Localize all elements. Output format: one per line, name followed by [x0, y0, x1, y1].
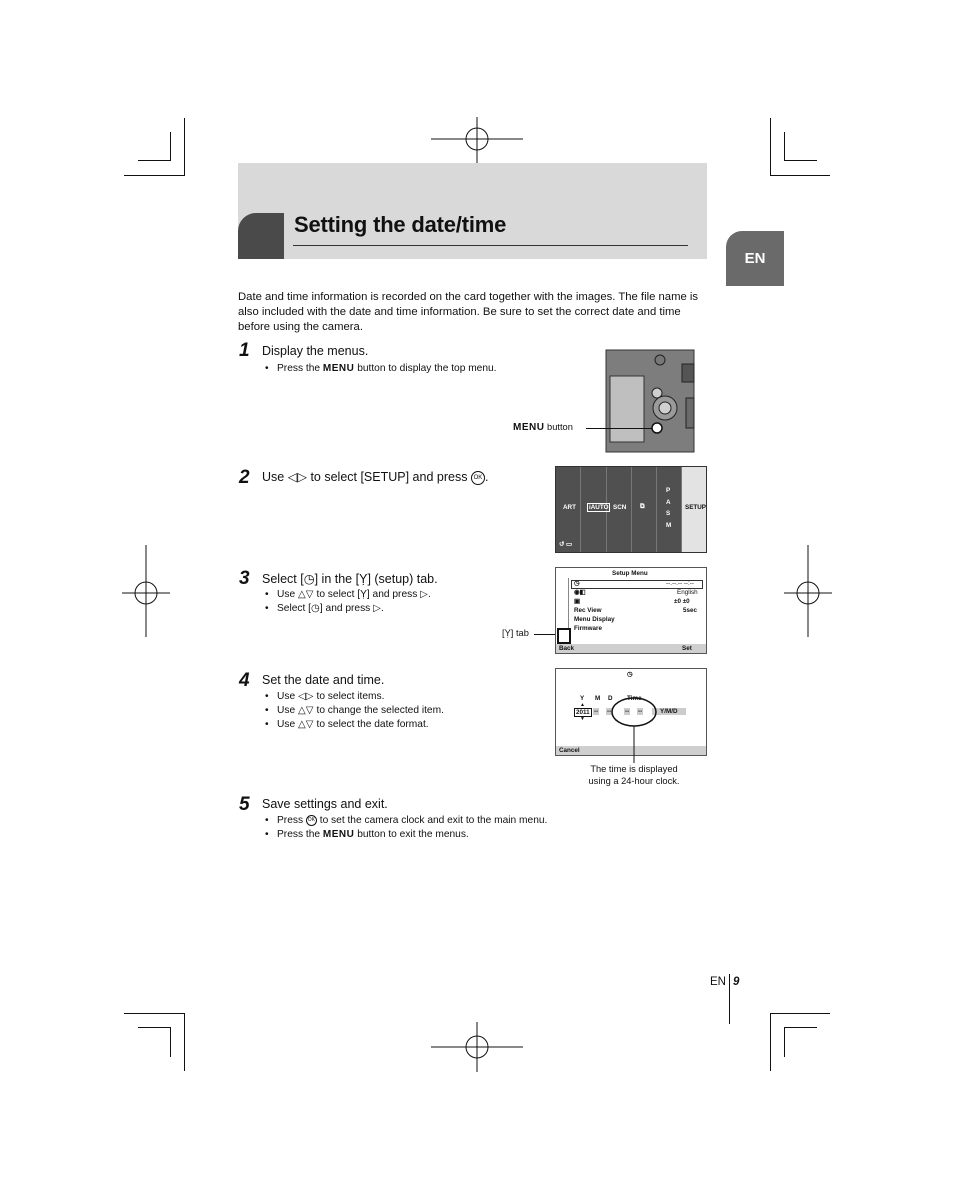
step-4-number: 4 — [239, 670, 250, 691]
left-right-arrow-icon: ◁▷ — [297, 691, 314, 702]
menu-a-label: A — [666, 499, 671, 506]
step-1-title: Display the menus. — [262, 344, 369, 358]
menu-art-label: ART — [563, 504, 576, 511]
menu-s-label: S — [666, 510, 671, 517]
step-4-bullet-1: • Use ◁▷ to select items. — [277, 690, 384, 704]
ok-button-icon: OK — [471, 471, 485, 485]
registration-mark-left — [122, 545, 170, 637]
ok-button-icon: OK — [306, 815, 317, 826]
setup-menu-title: Setup Menu — [612, 570, 648, 577]
left-right-arrow-icon: ◁▷ — [287, 470, 307, 484]
right-arrow-icon: ▷ — [420, 589, 428, 600]
year-field: 2011 — [576, 709, 590, 716]
label-year: Y — [580, 695, 585, 702]
camera-back-illustration — [596, 340, 700, 460]
title-rule — [293, 245, 688, 246]
clock-icon: ◷ — [627, 671, 633, 678]
time-callout: The time is displayed using a 24-hour clock. — [588, 764, 680, 786]
label-time: Time — [627, 695, 642, 702]
label-day: D — [608, 695, 613, 702]
up-down-arrow-icon: △▽ — [297, 589, 314, 600]
menu-iauto-label: iAUTO — [589, 504, 609, 511]
step-3-title: Select [◷] in the [Ỵ] (setup) tab. — [262, 572, 438, 586]
menu-scn-label: SCN — [613, 504, 627, 511]
hour-field: -- — [625, 708, 630, 715]
registration-mark-top — [431, 117, 523, 165]
page-title: Setting the date/time — [294, 212, 507, 237]
step-4-bullet-3: • Use △▽ to select the date format. — [277, 718, 429, 732]
step-1-bullet-1: • Press the MENU button to display the top menu. — [277, 362, 497, 376]
top-menu-screen — [555, 466, 707, 553]
page-footer: EN — [710, 976, 726, 988]
menu-p-label: P — [666, 487, 671, 494]
back-label: Back — [559, 645, 575, 652]
step-4-bullet-2: • Use △▽ to change the selected item. — [277, 704, 444, 718]
menu-button-callout: MENU button — [513, 422, 573, 433]
step-5-bullet-2: • Press the MENU button to exit the menus. — [277, 828, 469, 842]
clock-icon: ◷ — [303, 572, 315, 586]
setup-row1-value: --.--.-- --:-- — [666, 580, 694, 587]
setup-menu-screen — [555, 567, 707, 654]
label-month: M — [595, 695, 601, 702]
tab-callout-line — [534, 634, 556, 635]
setup-row3-value: ±0 ±0 — [674, 598, 690, 605]
wrench-tab-selected — [557, 628, 571, 644]
registration-mark-right — [784, 545, 832, 637]
cancel-label: Cancel — [559, 747, 580, 754]
month-field: -- — [594, 708, 599, 715]
menu-m-label: M — [666, 522, 672, 529]
date-format-field: Y/M/D — [652, 708, 686, 715]
clock-icon: ◷ — [310, 603, 320, 614]
step-3-bullet-1: • Use △▽ to select [Ỵ] and press ▷. — [277, 588, 431, 602]
step-3-bullet-2: • Select [◷] and press ▷. — [277, 602, 384, 616]
down-arrow-icon: ▼ — [580, 716, 585, 722]
setup-row2-value: English — [677, 589, 698, 596]
step-5-title: Save settings and exit. — [262, 797, 388, 811]
menu-callout-line — [586, 428, 652, 429]
monitor-icon: ▣ — [574, 598, 580, 605]
setup-row4-label: Rec View — [574, 607, 602, 614]
setup-row4-value: 5sec — [683, 607, 698, 614]
page-number: 9 — [733, 976, 740, 988]
up-arrow-icon: ▲ — [580, 702, 585, 708]
setup-row5-label: Menu Display — [574, 616, 615, 623]
language-icon: ◉◧ — [574, 589, 586, 596]
wrench-icon: Ỵ — [360, 589, 367, 600]
up-down-arrow-icon: △▽ — [297, 705, 314, 716]
day-field: -- — [607, 708, 612, 715]
intro-text: Date and time information is recorded on the card together with the images. The file name is also included with the date and time information. Be sure to set the correct date and time before using the camera. — [238, 291, 699, 333]
wrench-icon: Ỵ — [359, 572, 368, 586]
step-2-number: 2 — [239, 467, 250, 488]
language-tab: EN — [726, 231, 784, 286]
menu-art-icon: ⧉ — [640, 503, 645, 510]
tab-callout: [Ỵ] tab — [502, 628, 529, 638]
step-5-bullet-1: • Press OK to set the camera clock and exit to the main menu. — [277, 814, 547, 828]
registration-mark-bottom — [431, 1022, 523, 1072]
back-icon: ↺ ▭ — [559, 541, 572, 548]
time-callout-oval — [610, 695, 660, 765]
wrench-icon: Ỵ — [504, 628, 511, 638]
minute-field: -- — [638, 708, 643, 715]
header-tab — [238, 213, 284, 259]
right-arrow-icon: ▷ — [373, 603, 381, 614]
up-down-arrow-icon: △▽ — [297, 719, 314, 730]
set-label: Set — [682, 645, 692, 652]
step-5-number: 5 — [239, 794, 250, 815]
menu-setup-label: SETUP — [685, 504, 706, 511]
step-4-title: Set the date and time. — [262, 673, 385, 687]
step-2-title: Use ◁▷ to select [SETUP] and press OK . — [262, 470, 489, 484]
step-1-number: 1 — [239, 340, 250, 361]
footer-divider — [729, 974, 730, 1024]
clock-icon: ◷ — [574, 580, 580, 587]
setup-row6-label: Firmware — [574, 625, 602, 632]
step-3-number: 3 — [239, 568, 250, 589]
